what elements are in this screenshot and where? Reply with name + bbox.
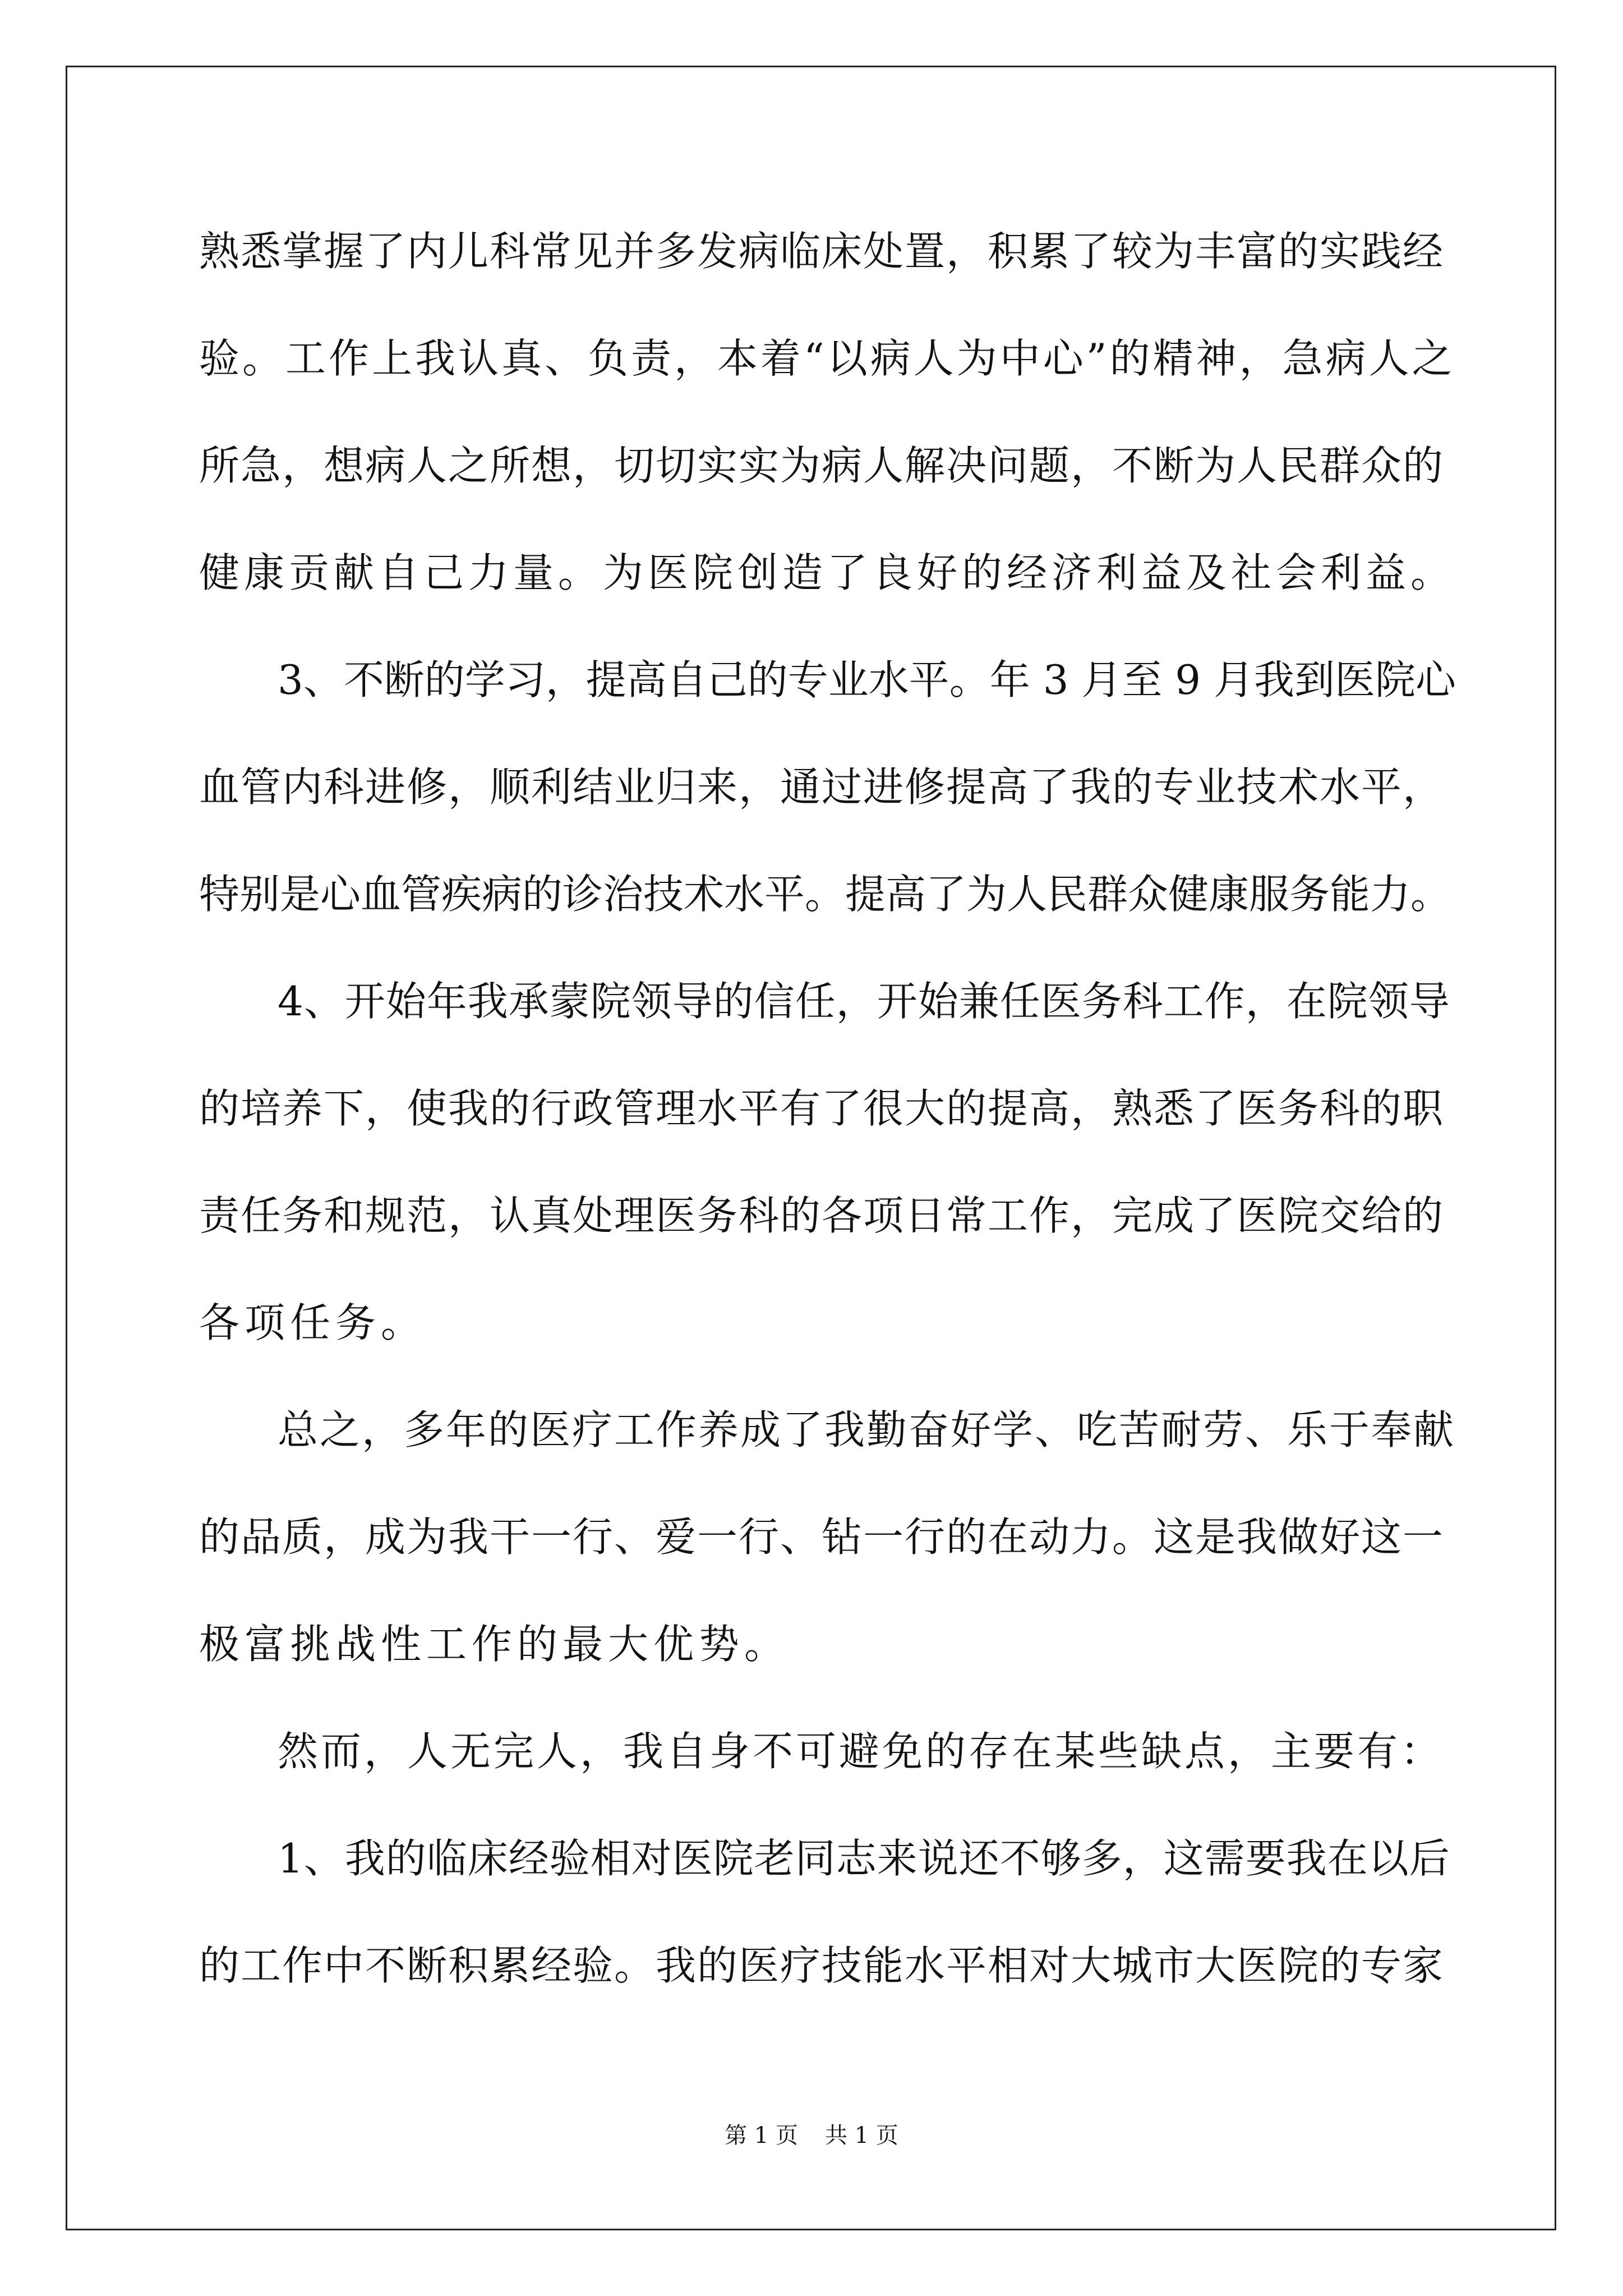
text-line: 血管内科进修，顺利结业归来，通过进修提高了我的专业技术水平， [199,763,1445,811]
text-line: 的培养下，使我的行政管理水平有了很大的提高，熟悉了医务科的职 [199,1085,1445,1132]
text-line: 各项任务。 [199,1299,427,1346]
text-line: 1、我的临床经验相对医院老同志来说还不够多，这需要我在以后 [278,1835,1450,1882]
text-line: 验。工作上我认真、负责，本着“以病人为中心”的精神，急病人之 [199,335,1455,382]
text-line: 责任务和规范，认真处理医务科的各项日常工作，完成了医院交给的 [199,1192,1445,1239]
text-line: 的工作中不断积累经验。我的医疗技能水平相对大城市大医院的专家 [199,1942,1445,1989]
page-border [66,66,1556,2230]
page-number: 第 1 页 [725,2123,798,2148]
page-footer [0,2122,1623,2150]
text-line: 然而，人无完人，我自身不可避免的存在某些缺点，主要有： [278,1728,1444,1775]
text-line: 健康贡献自己力量。为医院创造了良好的经济利益及社会利益。 [199,549,1456,596]
text-line: 总之，多年的医疗工作养成了我勤奋好学、吃苦耐劳、乐于奉献 [278,1406,1456,1453]
text-line: 极富挑战性工作的最大优势。 [199,1621,790,1668]
page-total: 共 1 页 [825,2123,898,2148]
text-line: 3、不断的学习，提高自己的专业水平。年 3 月至 9 月我到医院心 [278,656,1456,703]
text-line: 熟悉掌握了内儿科常见并多发病临床处置，积累了较为丰富的实践经 [199,228,1445,275]
text-line: 4、开始年我承蒙院领导的信任，开始兼任医务科工作，在院领导 [278,978,1450,1025]
text-line: 特别是心血管疾病的诊治技术水平。提高了为人民群众健康服务能力。 [199,871,1451,918]
text-line: 所急，想病人之所想，切切实实为病人解决问题，不断为人民群众的 [199,442,1445,489]
text-line: 的品质，成为我干一行、爱一行、钻一行的在动力。这是我做好这一 [199,1513,1445,1561]
